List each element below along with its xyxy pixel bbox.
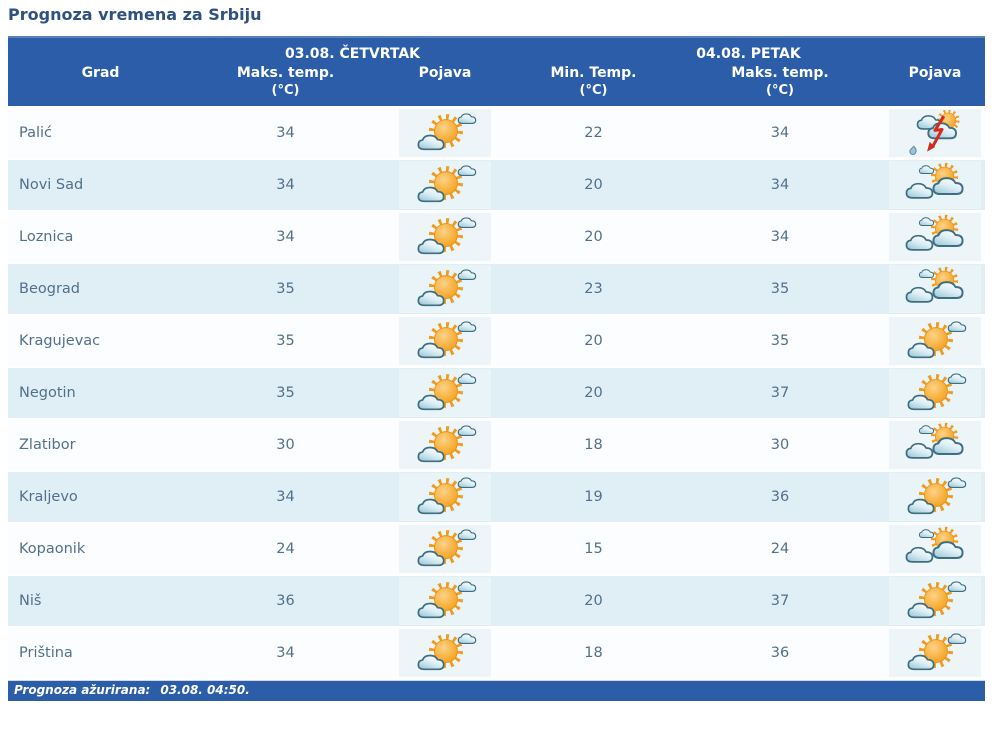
fri-max-cell: 34 bbox=[675, 160, 885, 212]
sun-clouds-icon bbox=[900, 474, 970, 520]
sun-clouds-icon bbox=[410, 422, 480, 468]
clouds-sun-icon bbox=[900, 266, 970, 312]
fri-pojava-cell bbox=[885, 524, 985, 576]
thu-max-cell: 34 bbox=[193, 160, 378, 212]
sun-clouds-icon bbox=[900, 630, 970, 676]
fri-min-cell: 15 bbox=[512, 524, 675, 576]
weather-icon-box bbox=[399, 369, 491, 417]
storm-sun-icon bbox=[900, 110, 970, 156]
thu-max-cell: 24 bbox=[193, 524, 378, 576]
fri-min-cell: 20 bbox=[512, 368, 675, 420]
update-label: Prognoza ažurirana: bbox=[14, 682, 151, 697]
fri-pojava-cell bbox=[885, 264, 985, 316]
sun-clouds-icon bbox=[410, 162, 480, 208]
thu-pojava-cell bbox=[378, 264, 512, 316]
city-cell: Beograd bbox=[8, 264, 193, 316]
clouds-sun-icon bbox=[900, 526, 970, 572]
fri-max-cell: 36 bbox=[675, 628, 885, 680]
col-header-thu-max bbox=[193, 63, 378, 108]
col-header-thu-pojava: Pojava bbox=[378, 63, 512, 108]
page-title: Prognoza vremena za Srbiju bbox=[8, 5, 262, 24]
sun-clouds-icon bbox=[900, 578, 970, 624]
thu-pojava-cell bbox=[378, 576, 512, 628]
weather-icon-box bbox=[399, 161, 491, 209]
city-cell: Novi Sad bbox=[8, 160, 193, 212]
weather-icon-box bbox=[399, 629, 491, 677]
city-cell: Zlatibor bbox=[8, 420, 193, 472]
weather-table bbox=[8, 36, 985, 680]
thu-max-cell: 34 bbox=[193, 472, 378, 524]
sun-clouds-icon bbox=[410, 630, 480, 676]
fri-min-cell: 20 bbox=[512, 316, 675, 368]
fri-max-cell: 35 bbox=[675, 264, 885, 316]
table-row bbox=[8, 524, 985, 576]
fri-pojava-cell bbox=[885, 212, 985, 264]
thu-pojava-cell bbox=[378, 160, 512, 212]
table-row bbox=[8, 472, 985, 524]
update-time: 03.08. 04:50. bbox=[160, 682, 250, 697]
weather-icon-box bbox=[399, 109, 491, 157]
city-cell: Palić bbox=[8, 108, 193, 160]
sun-clouds-icon bbox=[900, 318, 970, 364]
weather-icon-box bbox=[889, 161, 981, 209]
sun-clouds-icon bbox=[900, 370, 970, 416]
weather-icon-box bbox=[889, 421, 981, 469]
thu-pojava-cell bbox=[378, 212, 512, 264]
fri-min-cell: 20 bbox=[512, 576, 675, 628]
weather-icon-box bbox=[399, 213, 491, 261]
city-cell: Negotin bbox=[8, 368, 193, 420]
fri-max-cell: 34 bbox=[675, 108, 885, 160]
table-row bbox=[8, 420, 985, 472]
fri-max-cell: 24 bbox=[675, 524, 885, 576]
clouds-sun-icon bbox=[900, 162, 970, 208]
table-body bbox=[8, 108, 985, 680]
thu-pojava-cell bbox=[378, 420, 512, 472]
thu-pojava-cell bbox=[378, 472, 512, 524]
fri-min-cell: 20 bbox=[512, 160, 675, 212]
weather-icon-box bbox=[399, 317, 491, 365]
col-header-fri-max bbox=[675, 63, 885, 108]
fri-pojava-cell bbox=[885, 160, 985, 212]
city-cell: Kopaonik bbox=[8, 524, 193, 576]
table-row bbox=[8, 576, 985, 628]
table-row bbox=[8, 108, 985, 160]
sun-clouds-icon bbox=[410, 474, 480, 520]
fri-max-cell: 37 bbox=[675, 576, 885, 628]
sun-clouds-icon bbox=[410, 266, 480, 312]
fri-min-cell: 23 bbox=[512, 264, 675, 316]
fri-max-cell: 37 bbox=[675, 368, 885, 420]
thu-max-cell: 35 bbox=[193, 264, 378, 316]
city-cell: Kraljevo bbox=[8, 472, 193, 524]
sun-clouds-icon bbox=[410, 110, 480, 156]
table-row bbox=[8, 316, 985, 368]
clouds-sun-icon bbox=[900, 214, 970, 260]
weather-icon-box bbox=[889, 369, 981, 417]
sun-clouds-icon bbox=[410, 578, 480, 624]
city-cell: Niš bbox=[8, 576, 193, 628]
thu-max-cell: 36 bbox=[193, 576, 378, 628]
col-header-fri-min bbox=[512, 63, 675, 108]
weather-icon-box bbox=[889, 265, 981, 313]
fri-pojava-cell bbox=[885, 576, 985, 628]
weather-icon-box bbox=[889, 629, 981, 677]
sun-clouds-icon bbox=[410, 214, 480, 260]
fri-min-cell: 18 bbox=[512, 420, 675, 472]
column-header-row bbox=[8, 63, 985, 108]
day-header-thursday: 03.08. ČETVRTAK bbox=[193, 36, 512, 63]
table-row bbox=[8, 212, 985, 264]
weather-icon-box bbox=[399, 577, 491, 625]
thu-max-cell: 34 bbox=[193, 212, 378, 264]
col-header-fri-min-label: Min. Temp. bbox=[550, 65, 637, 81]
table-header bbox=[8, 36, 985, 108]
thu-max-cell: 34 bbox=[193, 628, 378, 680]
fri-min-cell: 22 bbox=[512, 108, 675, 160]
thu-pojava-cell bbox=[378, 524, 512, 576]
col-header-thu-max-label: Maks. temp. bbox=[236, 65, 335, 81]
table-row bbox=[8, 368, 985, 420]
unit-label: (°C) bbox=[579, 82, 608, 98]
fri-pojava-cell bbox=[885, 628, 985, 680]
sun-clouds-icon bbox=[410, 526, 480, 572]
thu-max-cell: 30 bbox=[193, 420, 378, 472]
fri-max-cell: 36 bbox=[675, 472, 885, 524]
fri-max-cell: 35 bbox=[675, 316, 885, 368]
fri-pojava-cell bbox=[885, 472, 985, 524]
fri-pojava-cell bbox=[885, 316, 985, 368]
thu-pojava-cell bbox=[378, 108, 512, 160]
table-row bbox=[8, 628, 985, 680]
unit-label: (°C) bbox=[271, 82, 300, 98]
fri-min-cell: 20 bbox=[512, 212, 675, 264]
thu-max-cell: 35 bbox=[193, 316, 378, 368]
sun-clouds-icon bbox=[410, 370, 480, 416]
city-cell: Priština bbox=[8, 628, 193, 680]
weather-icon-box bbox=[399, 421, 491, 469]
thu-pojava-cell bbox=[378, 368, 512, 420]
fri-min-cell: 18 bbox=[512, 628, 675, 680]
fri-pojava-cell bbox=[885, 420, 985, 472]
city-cell: Kragujevac bbox=[8, 316, 193, 368]
thu-max-cell: 34 bbox=[193, 108, 378, 160]
weather-icon-box bbox=[889, 577, 981, 625]
thu-max-cell: 35 bbox=[193, 368, 378, 420]
sun-clouds-icon bbox=[410, 318, 480, 364]
table-row bbox=[8, 264, 985, 316]
fri-pojava-cell bbox=[885, 368, 985, 420]
col-header-fri-max-label: Maks. temp. bbox=[731, 65, 829, 81]
weather-icon-box bbox=[889, 109, 981, 157]
day-header-row bbox=[8, 36, 985, 63]
table-row bbox=[8, 160, 985, 212]
col-header-fri-pojava: Pojava bbox=[885, 63, 985, 108]
weather-icon-box bbox=[889, 525, 981, 573]
day-header-friday: 04.08. PETAK bbox=[512, 36, 985, 63]
col-header-grad: Grad bbox=[8, 63, 193, 108]
weather-icon-box bbox=[889, 213, 981, 261]
city-cell: Loznica bbox=[8, 212, 193, 264]
update-bar bbox=[8, 680, 985, 701]
weather-icon-box bbox=[889, 473, 981, 521]
thu-pojava-cell bbox=[378, 628, 512, 680]
weather-icon-box bbox=[889, 317, 981, 365]
unit-label: (°C) bbox=[766, 82, 794, 98]
clouds-sun-icon bbox=[900, 422, 970, 468]
thu-pojava-cell bbox=[378, 316, 512, 368]
fri-max-cell: 30 bbox=[675, 420, 885, 472]
fri-min-cell: 19 bbox=[512, 472, 675, 524]
weather-icon-box bbox=[399, 265, 491, 313]
fri-pojava-cell bbox=[885, 108, 985, 160]
weather-icon-box bbox=[399, 525, 491, 573]
fri-max-cell: 34 bbox=[675, 212, 885, 264]
weather-icon-box bbox=[399, 473, 491, 521]
day-header-spacer bbox=[8, 36, 193, 63]
